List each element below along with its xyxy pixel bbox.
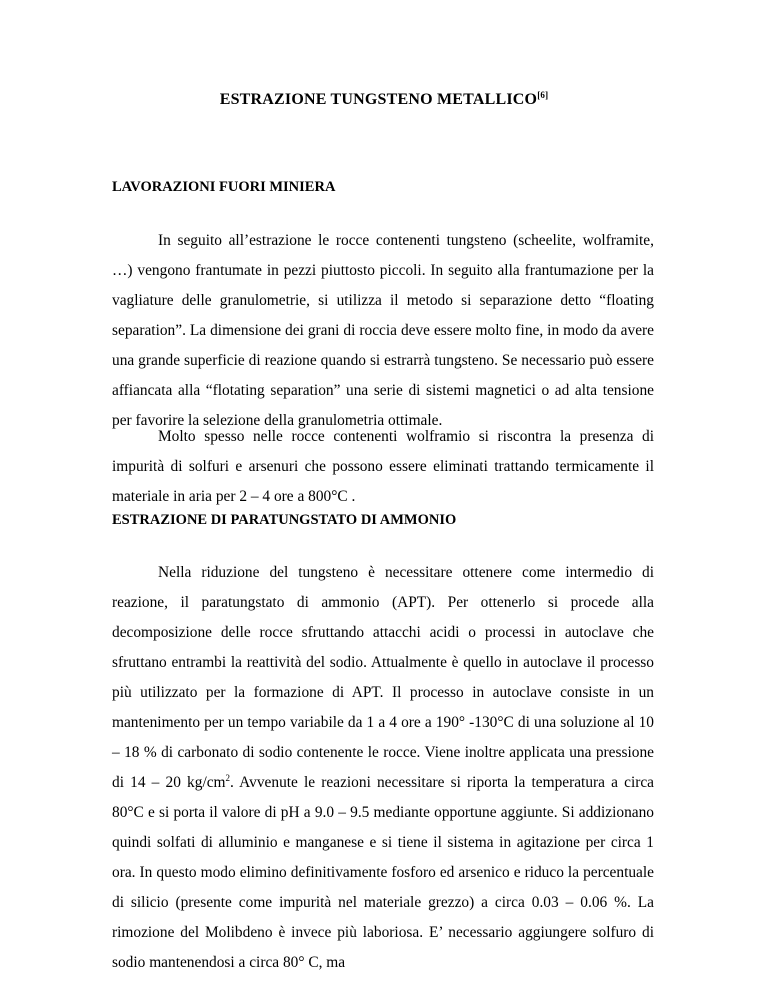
title-text: ESTRAZIONE TUNGSTENO METALLICO	[219, 91, 538, 108]
superscript-2: 2	[225, 772, 231, 783]
paragraph-part-1: Nella riduzione del tungsteno è necessitare ottenere come intermedio di reazione, il paratungstato di ammonio (APT). Per ottenerlo si procede alla decomposizione delle rocce sfruttando attacchi acidi o processi in autoclave che sfruttano entrambi la reattività del sodio. Attualmente è quello in autoclave il processo più utilizzato per la formazione di APT. Il processo in autoclave consiste in un mantenimento per un tempo variabile da 1 a 4 ore a 190° -130°C di una soluzione al 10 – 18 % di carbonato di sodio contenente le rocce. Viene inoltre applicata una pressione di 14 – 20 kg/cm	[112, 564, 654, 791]
paragraph-lavorazioni-1: In seguito all’estrazione le rocce contenenti tungsteno (scheelite, wolframite, …) vengono frantumate in pezzi piuttosto piccoli. In seguito alla frantumazione per la vagliature delle granulometrie, si utilizza il metodo si separazione detto “floating separation”. La dimensione dei grani di roccia deve essere molto fine, in modo da avere una grande superficie di reazione quando si estrarrà tungsteno. Se necessario può essere affiancata alla “flotating separation” una serie di sistemi magnetici o ad alta tensione per favorire la selezione della granulometria ottimale.	[112, 232, 654, 429]
section-heading-estrazione-apt: ESTRAZIONE DI PARATUNGSTATO DI AMMONIO	[112, 512, 457, 528]
paragraph-part-2: . Avvenute le reazioni necessitare si riporta la temperatura a circa 80°C e si porta il valore di pH a 9.0 – 9.5 mediante opportune aggiunte. Si addizionano quindi solfati di alluminio e manganese e si tiene il sistema in agitazione per circa 1 ora. In questo modo elimino definitivamente fosforo ed arsenico e riduco la percentuale di silicio (presente come impurità nel materiale grezzo) a circa 0.03 – 0.06 %. La rimozione del Molibdeno è invece più laboriosa. E’ necessario aggiungere solfuro di sodio mantenendosi a circa 80° C, ma	[112, 774, 655, 971]
title-reference: [6]	[537, 90, 549, 100]
paragraph-estrazione-apt	[112, 558, 654, 978]
section-heading-lavorazioni: LAVORAZIONI FUORI MINIERA	[112, 179, 336, 195]
paragraph-lavorazioni-2: Molto spesso nelle rocce contenenti wolframio si riscontra la presenza di impurità di solfuri e arsenuri che possono essere eliminati trattando termicamente il materiale in aria per 2 – 4 ore a 800°C .	[112, 428, 654, 505]
document-title	[0, 90, 768, 109]
